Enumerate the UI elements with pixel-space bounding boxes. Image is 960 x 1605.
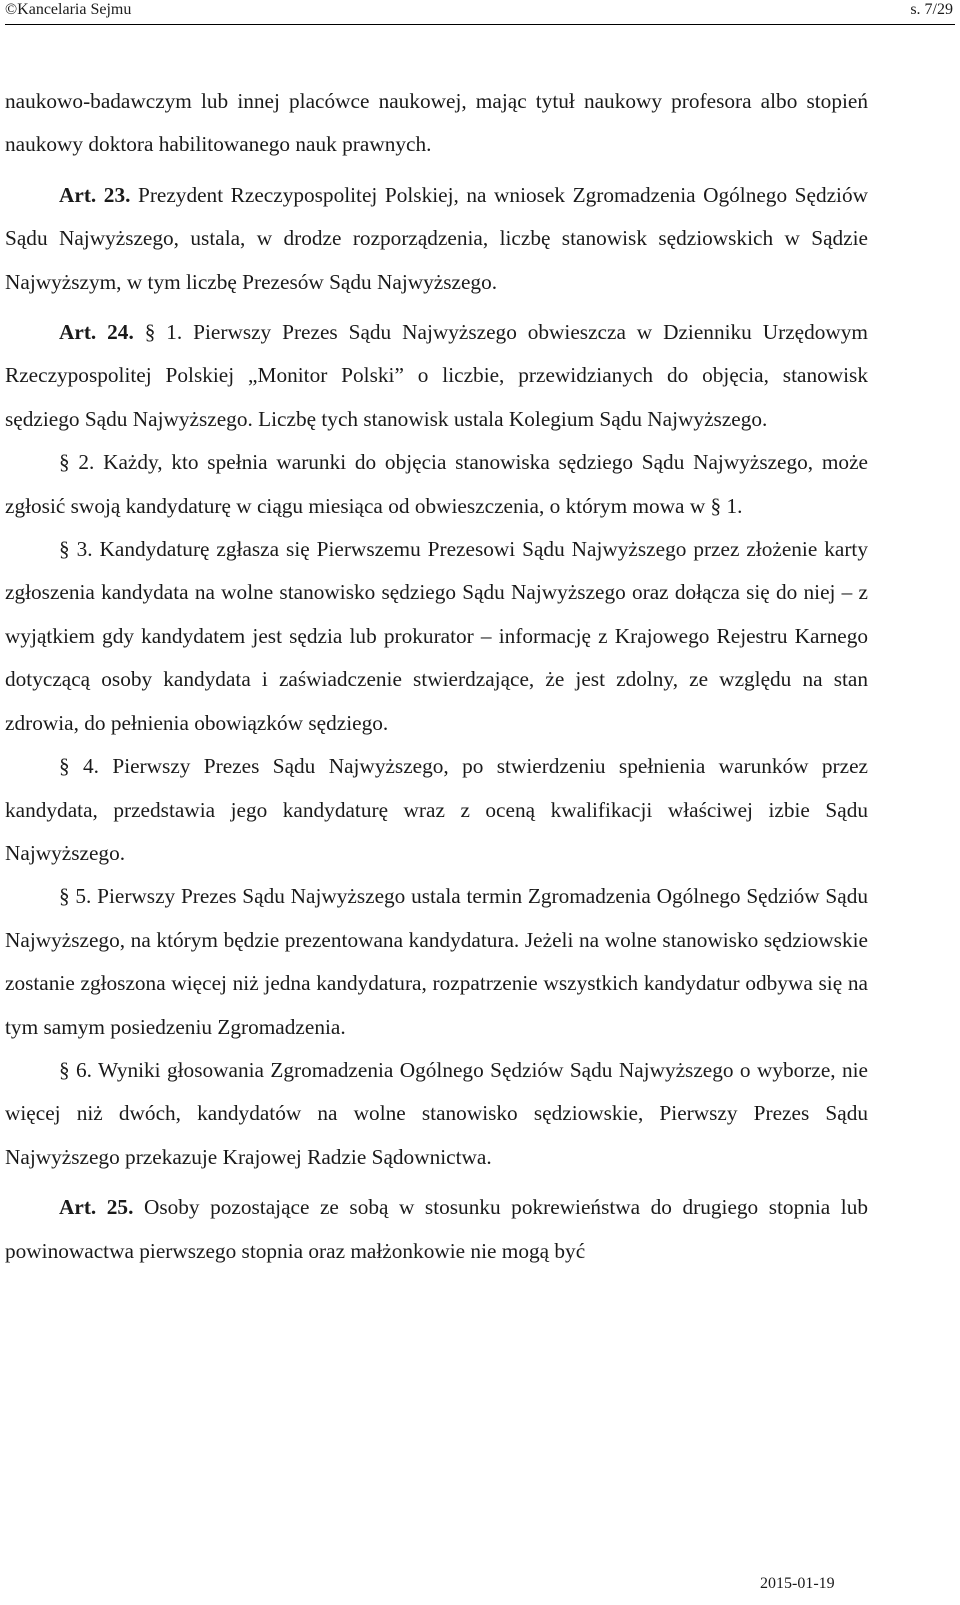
- paragraph-text: Osoby pozostające ze sobą w stosunku pokrewieństwa do drugiego stopnia lub powinowactwa pierwszego stopnia oraz małżonkowie nie mogą być: [5, 1195, 868, 1263]
- page-header: [5, 0, 955, 25]
- article-label: Art. 23.: [59, 182, 131, 207]
- article-24-par-3: [5, 528, 868, 745]
- copyright-label: ©Kancelaria Sejmu: [5, 1, 132, 18]
- paragraph-text: naukowo-badawczym lub innej placówce naukowej, mając tytuł naukowy profesora albo stopień naukowy doktora habilitowanego nauk prawnych.: [5, 89, 868, 157]
- page-number: s. 7/29: [910, 1, 953, 18]
- paragraph-text: § 1. Pierwszy Prezes Sądu Najwyższego obwieszcza w Dzienniku Urzędowym Rzeczypospolitej Polskiej „Monitor Polski” o liczbie, przewidzianych do objęcia, stanowisk sędziego Sądu Najwyższego. Liczbę tych stanowisk ustala Kolegium Sądu Najwyższego.: [5, 320, 868, 431]
- paragraph-text: § 5. Pierwszy Prezes Sądu Najwyższego ustala termin Zgromadzenia Ogólnego Sędziów Sądu Najwyższego, na którym będzie prezentowana kandydatura. Jeżeli na wolne stanowisko sędziowskie zostanie zgłoszona więcej niż jedna kandydatura, rozpatrzenie wszystkich kandydatur odbywa się na tym samym posiedzeniu Zgromadzenia.: [5, 884, 868, 1039]
- article-24-par-1: [5, 311, 868, 441]
- article-label: Art. 24.: [59, 320, 134, 345]
- article-24-par-2: [5, 441, 868, 528]
- paragraph-text: § 4. Pierwszy Prezes Sądu Najwyższego, po stwierdzeniu spełnienia warunków przez kandydata, przedstawia jego kandydaturę wraz z oceną kwalifikacji właściwej izbie Sądu Najwyższego.: [5, 754, 868, 865]
- paragraph-text: § 3. Kandydaturę zgłasza się Pierwszemu Prezesowi Sądu Najwyższego przez złożenie karty zgłoszenia kandydata na wolne stanowisko sędziego Sądu Najwyższego oraz dołącza się do niej – z wyjątkiem gdy kandydatem jest sędzia lub prokurator – informację z Krajowego Rejestru Karnego dotyczącą osoby kandydata i zaświadczenie stwierdzające, że jest zdolny, ze względu na stan zdrowia, do pełnienia obowiązków sędziego.: [5, 537, 868, 735]
- paragraph-text: § 2. Każdy, kto spełnia warunki do objęcia stanowiska sędziego Sądu Najwyższego, może zgłosić swoją kandydaturę w ciągu miesiąca od obwieszczenia, o którym mowa w § 1.: [5, 450, 868, 518]
- paragraph-continuation: [5, 80, 868, 167]
- footer-date: 2015-01-19: [760, 1575, 835, 1592]
- article-25: [5, 1186, 868, 1273]
- document-body: [5, 80, 868, 1273]
- article-24-par-5: [5, 875, 868, 1049]
- article-23: [5, 174, 868, 304]
- paragraph-text: § 6. Wyniki głosowania Zgromadzenia Ogólnego Sędziów Sądu Najwyższego o wyborze, nie więcej niż dwóch, kandydatów na wolne stanowisko sędziowskie, Pierwszy Prezes Sądu Najwyższego przekazuje Krajowej Radzie Sądownictwa.: [5, 1057, 868, 1169]
- paragraph-text: Prezydent Rzeczypospolitej Polskiej, na wniosek Zgromadzenia Ogólnego Sędziów Sądu Najwyższego, ustala, w drodze rozporządzenia, liczbę stanowisk sędziowskich w Sądzie Najwyższym, w tym liczbę Prezesów Sądu Najwyższego.: [5, 182, 868, 294]
- article-24-par-6: [5, 1049, 868, 1179]
- article-24-par-4: [5, 745, 868, 875]
- article-label: Art. 25.: [59, 1195, 134, 1220]
